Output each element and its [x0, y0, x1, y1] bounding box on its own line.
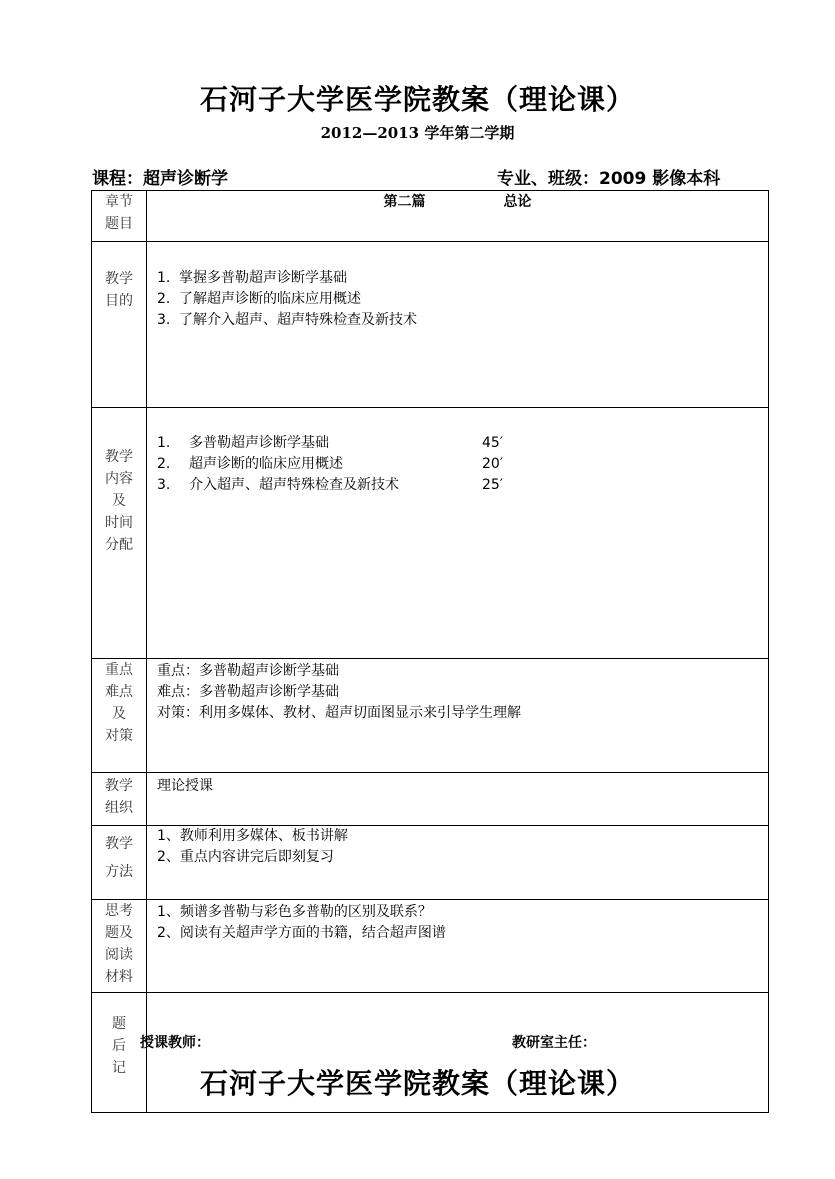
organization-label: 教学 组织 [92, 773, 147, 826]
course-name: 课程：超声诊断学 [92, 169, 228, 189]
goals-content [147, 242, 769, 408]
document-title: 石河子大学医学院教案（理论课） [199, 83, 635, 116]
key-point-line: 重点：多普勒超声诊断学基础 [157, 663, 339, 679]
list-item: 3. 了解介入超声、超声特殊检查及新技术 [157, 312, 417, 328]
chapter-name: 总论 [503, 194, 532, 210]
list-item: 2. 了解超声诊断的临床应用概述 [157, 291, 361, 307]
method-line: 2、重点内容讲完后即刻复习 [157, 849, 334, 865]
postscript-label: 题 后 记 [92, 993, 147, 1113]
strategy-line: 对策：利用多媒体、教材、超声切面图显示来引导学生理解 [157, 705, 521, 721]
method-line: 1、教师利用多媒体、板书讲解 [157, 828, 348, 844]
methods-label: 教学 方法 [92, 826, 147, 900]
course-line [92, 164, 768, 188]
next-page-title: 石河子大学医学院教案（理论课） [199, 1067, 635, 1100]
key-points-label: 重点 难点 及 对策 [92, 659, 147, 773]
table-row [92, 900, 769, 993]
reading-content [147, 900, 769, 993]
table-row [92, 659, 769, 773]
chapter-part: 第二篇 [383, 194, 426, 210]
table-row [92, 242, 769, 408]
methods-content [147, 826, 769, 900]
table-row [92, 408, 769, 659]
teacher-signature-label: 授课教师： [140, 1035, 210, 1051]
time-allocation: 45′ [482, 435, 503, 451]
list-item: 2. 超声诊断的临床应用概述 20′ [157, 454, 768, 475]
list-item: 1. 多普勒超声诊断学基础 45′ [157, 433, 768, 454]
director-signature-label: 教研室主任： [512, 1035, 596, 1051]
reading-label: 思考 题及 阅读 材料 [92, 900, 147, 993]
difficulty-line: 难点：多普勒超声诊断学基础 [157, 684, 339, 700]
time-allocation: 25′ [482, 477, 503, 493]
time-allocation: 20′ [482, 456, 503, 472]
chapter-label: 章节 题目 [92, 191, 147, 242]
organization-content: 理论授课 [147, 773, 769, 826]
key-points-content [147, 659, 769, 773]
table-row [92, 826, 769, 900]
goals-list [157, 268, 768, 331]
content-list [157, 433, 768, 496]
content-items [147, 408, 769, 659]
table-row [92, 773, 769, 826]
reading-line: 2、阅读有关超声学方面的书籍，结合超声图谱 [157, 925, 446, 941]
semester-subtitle: 2012—2013 学年第二学期 [320, 124, 515, 142]
list-item: 3. 介入超声、超声特殊检查及新技术 25′ [157, 475, 768, 496]
goals-label: 教学 目的 [92, 242, 147, 408]
table-row [92, 191, 769, 242]
major-class: 专业、班级：2009 影像本科 [497, 169, 721, 189]
lesson-plan-table [91, 190, 769, 1113]
list-item: 1. 掌握多普勒超声诊断学基础 [157, 270, 347, 286]
content-label: 教学 内容 及 时间 分配 [92, 408, 147, 659]
question-line: 1、频谱多普勒与彩色多普勒的区别及联系？ [157, 904, 432, 920]
chapter-title [147, 191, 769, 242]
